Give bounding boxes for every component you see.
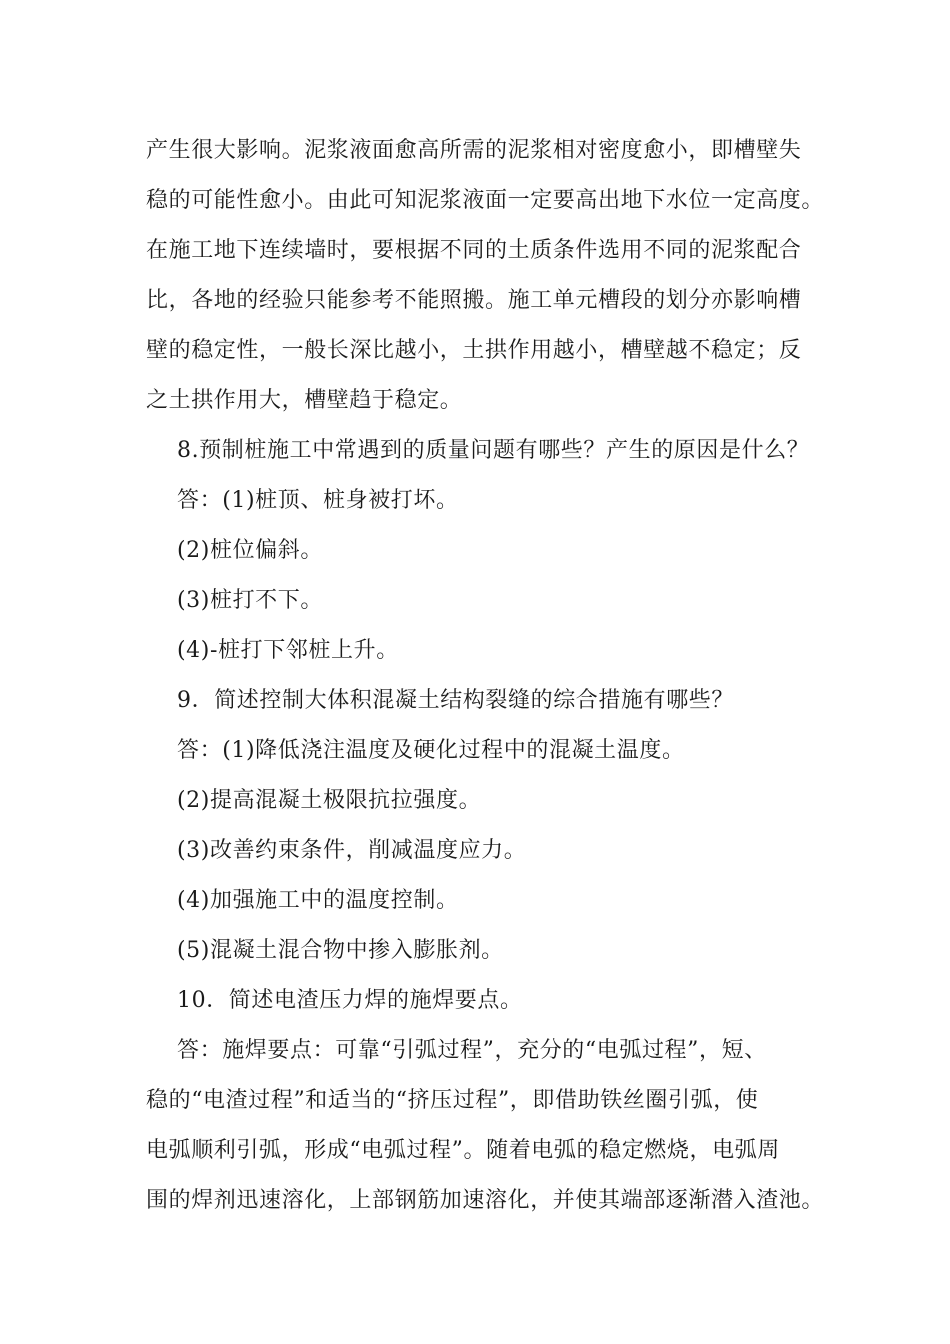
answer-10-line: 稳的“电渣过程”和适当的“挤压过程”，即借助铁丝圈引弧，使 (146, 1088, 759, 1113)
answer-9-item-3: (3)改善约束条件，削减温度应力。 (177, 838, 527, 863)
answer-9-item-5: (5)混凝土混合物中掺入膨胀剂。 (177, 938, 504, 963)
answer-8-item-3: (3)桩打不下。 (177, 588, 323, 613)
paragraph-line: 之土拱作用大，槽壁趋于稳定。 (146, 388, 463, 413)
paragraph-line: 稳的可能性愈小。由此可知泥浆液面一定要高出地下水位一定高度。 (146, 188, 825, 213)
question-10: 10．简述电渣压力焊的施焊要点。 (177, 988, 523, 1013)
answer-8-item-2: (2)桩位偏斜。 (177, 538, 323, 563)
paragraph-line: 壁的稳定性，一般长深比越小，土拱作用越小，槽壁越不稳定；反 (146, 338, 802, 363)
paragraph-line: 在施工地下连续墙时，要根据不同的土质条件选用不同的泥浆配合 (146, 238, 802, 263)
paragraph-line: 比，各地的经验只能参考不能照搬。施工单元槽段的划分亦影响槽 (146, 288, 802, 313)
question-8: 8.预制桩施工中常遇到的质量问题有哪些？产生的原因是什么？ (177, 438, 810, 463)
answer-8-item-1: 答：(1)桩顶、桩身被打坏。 (177, 488, 459, 513)
answer-9-item-2: (2)提高混凝土极限抗拉强度。 (177, 788, 482, 813)
paragraph-line: 产生很大影响。泥浆液面愈高所需的泥浆相对密度愈小，即槽壁失 (146, 138, 802, 163)
answer-10-line: 电弧顺利引弧，形成“电弧过程”。随着电弧的稳定燃烧，电弧周 (146, 1138, 780, 1163)
answer-9-item-1: 答：(1)降低浇注温度及硬化过程中的混凝土温度。 (177, 738, 685, 763)
answer-9-item-4: (4)加强施工中的温度控制。 (177, 888, 459, 913)
answer-10-line: 答：施焊要点：可靠“引弧过程”，充分的“电弧过程”，短、 (177, 1038, 767, 1063)
question-9: 9．简述控制大体积混凝土结构裂缝的综合措施有哪些？ (177, 688, 734, 713)
answer-10-line: 围的焊剂迅速溶化，上部钢筋加速溶化，并使其端部逐渐潜入渣池。 (146, 1188, 825, 1213)
answer-8-item-4: (4)-桩打下邻桩上升。 (177, 638, 399, 663)
